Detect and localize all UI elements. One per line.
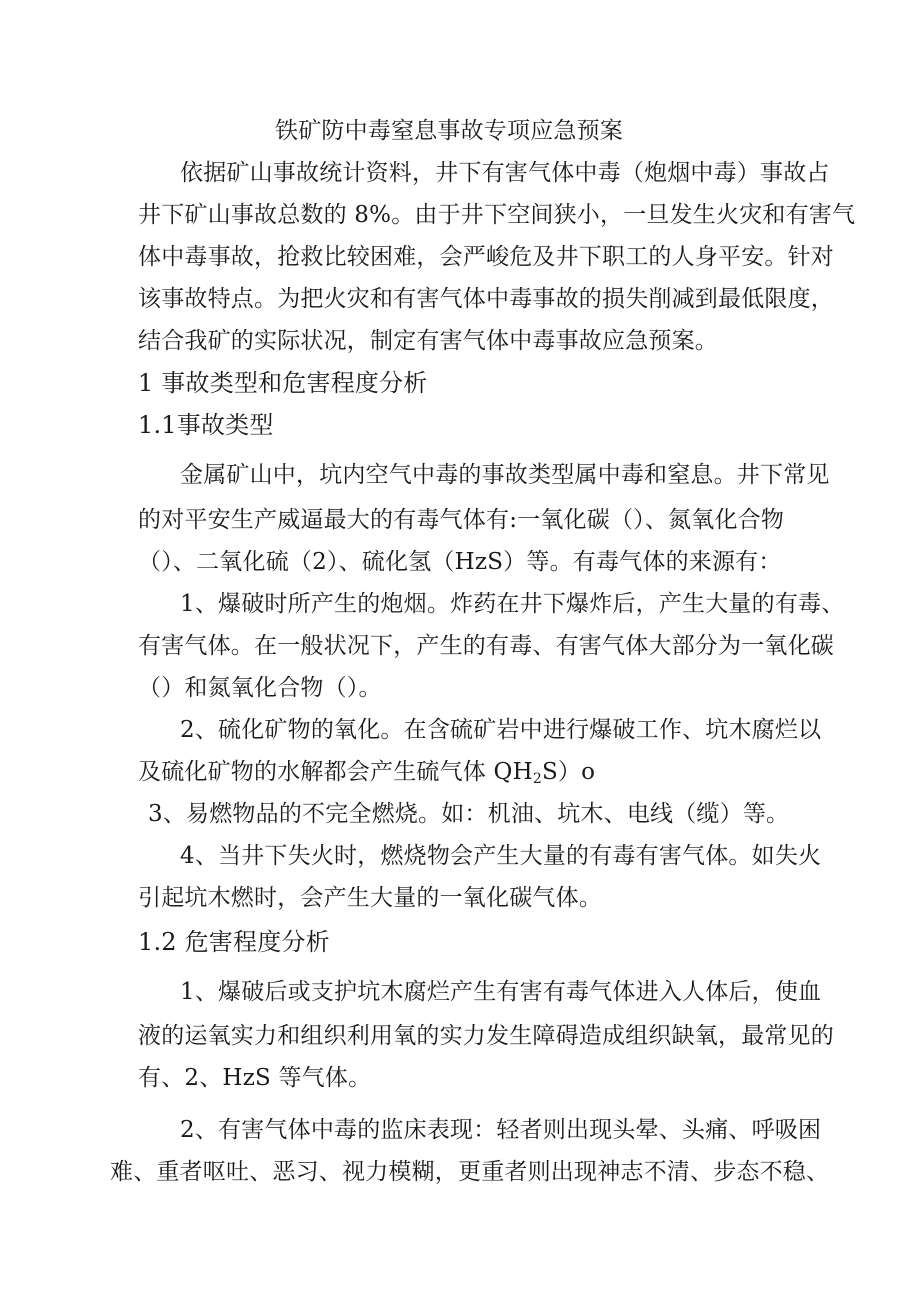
paragraph-line: 2、有害气体中毒的监床表现：轻者则出现头晕、头痛、呼吸困 (180, 1117, 822, 1143)
list-item-line: 4、当井下失火时，燃烧物会产生大量的有毒有害气体。如失火 (180, 843, 822, 869)
list-item-line: 3、易燃物品的不完全燃烧。如：机油、坑木、电线（缆）等。 (148, 801, 790, 827)
paragraph-line: 1、爆破后或支护坑木腐烂产生有害有毒气体进入人体后，使血 (180, 979, 822, 1005)
list-item-text: 及硫化矿物的水解都会产生硫气体 QH (138, 759, 533, 785)
paragraph-line: 金属矿山中，坑内空气中毒的事故类型属中毒和窒息。井下常见 (180, 462, 830, 488)
subscript: 2 (532, 771, 542, 787)
intro-line: 结合我矿的实际状况，制定有害气体中毒事故应急预案。 (138, 328, 718, 354)
intro-line: 体中毒事故，抢救比较困难，会严峻危及井下职工的人身平安。针对 (138, 244, 834, 270)
subsection-heading: 1.1事故类型 (138, 411, 274, 439)
list-item-line: 引起坑木燃时，会产生大量的一氧化碳气体。 (138, 885, 602, 911)
intro-line: 依据矿山事故统计资料，井下有害气体中毒（炮烟中毒）事故占 (180, 160, 830, 186)
list-item-line: 1、爆破时所产生的炮烟。炸药在井下爆炸后，产生大量的有毒、 (180, 591, 845, 617)
intro-line: 该事故特点。为把火灾和有害气体中毒事故的损失削减到最低限度， (138, 286, 834, 312)
paragraph-line: （）、二氧化硫（2）、硫化氢（HzS）等。有毒气体的来源有： (138, 549, 782, 575)
subsection-heading: 1.2 危害程度分析 (138, 928, 330, 956)
intro-line: 井下矿山事故总数的 8%。由于井下空间狭小，一旦发生火灾和有害气 (138, 202, 856, 228)
paragraph-line: 难、重者呕吐、恶习、视力模糊，更重者则出现神志不清、步态不稳、 (110, 1159, 830, 1185)
list-item-line: 有害气体。在一般状况下，产生的有毒、有害气体大部分为一氧化碳 (138, 633, 834, 659)
paragraph-line: 的对平安生产威逼最大的有毒气体有:一氧化碳（）、氮氧化合物 (138, 507, 785, 533)
section-heading: 1 事故类型和危害程度分析 (138, 369, 428, 397)
document-title: 铁矿防中毒窒息事故专项应急预案 (275, 118, 623, 144)
list-item-line: （）和氮氧化合物（）。 (138, 675, 382, 701)
paragraph-line: 液的运氧实力和组织利用氧的实力发生障碍造成组织缺氧，最常见的 (138, 1023, 834, 1049)
list-item-text: S）o (541, 759, 596, 785)
paragraph-line: 有、2、HzS 等气体。 (138, 1065, 372, 1091)
list-item-line: 2、硫化矿物的氧化。在含硫矿岩中进行爆破工作、坑木腐烂以 (180, 717, 822, 743)
list-item-line (138, 757, 595, 794)
